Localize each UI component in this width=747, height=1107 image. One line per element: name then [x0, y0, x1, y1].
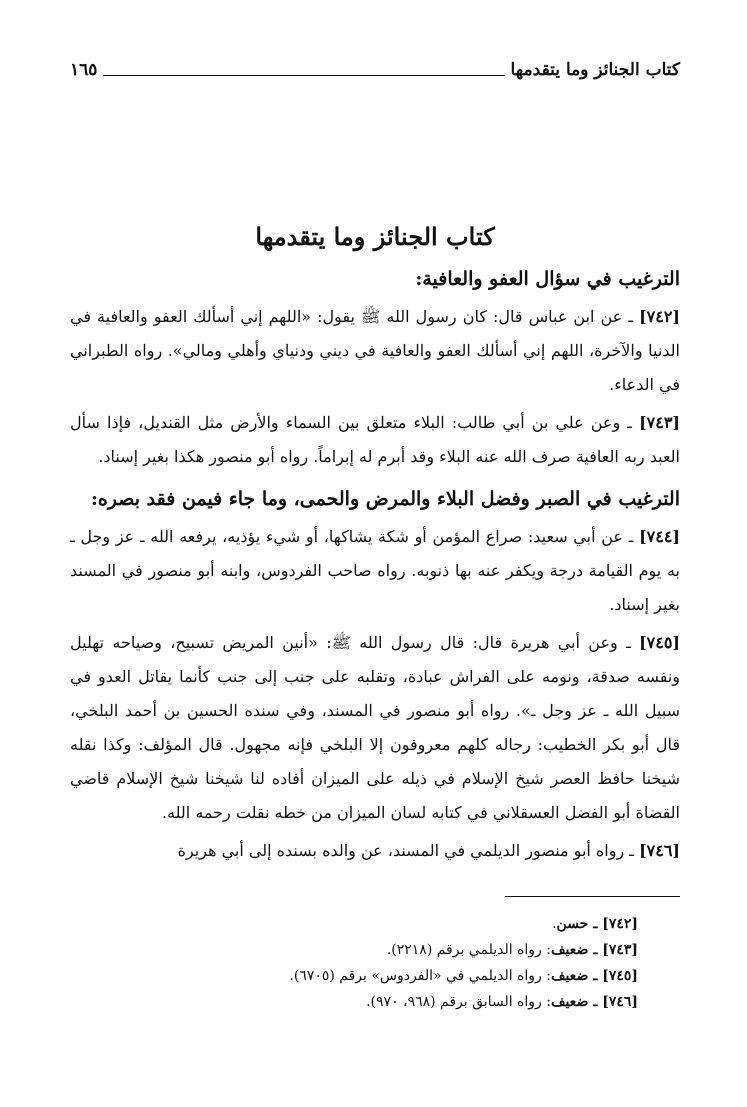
- page-number: ١٦٥: [70, 60, 98, 80]
- footnote-text: : رواه الديلمي برقم (٢٢١٨).: [386, 942, 551, 958]
- hadith-text: ـ رواه أبو منصور الديلمي في المسند، عن والده بسنده إلى أبي هريرة: [177, 841, 640, 860]
- hadith-text: ـ وعن علي بن أبي طالب: البلاء متعلق بين السماء والأرض مثل القنديل، فإذا سأل العبد ربه العافية صرف الله عنه البلاء وقد أبرم له إبراماً. رواه أبو منصور هكذا بغير إسناد.: [70, 413, 680, 466]
- hadith-paragraph: [70, 520, 680, 622]
- footnote-text: : رواه السابق برقم (٩٦٨، ٩٧٠).: [366, 994, 551, 1010]
- hadith-number: [٧٤٥]: [639, 633, 680, 652]
- hadith-text: ـ عن أبي سعيد: صراع المؤمن أو شكة يشاكها، أو شيء يؤذيه، يرفعه الله ـ عز وجل ـ به يوم القيامة درجة ويكفر عنه بها ذنوبه. رواه صاحب الفردوس، وابنه أبو منصور في المسند بغير إسناد.: [70, 527, 680, 614]
- running-title: كتاب الجنائز وما يتقدمها: [510, 60, 680, 80]
- section-title: الترغيب في سؤال العفو والعافية:: [415, 268, 680, 290]
- section-title: الترغيب في الصبر وفضل البلاء والمرض والحمى، وما جاء فيمن فقد بصره:: [90, 488, 680, 510]
- footnote-grade: ـ ضعيف: [550, 942, 603, 958]
- footnote-text: : رواه الديلمي في «الفردوس» برقم (٦٧٠٥).: [289, 968, 551, 984]
- book-page: [70, 60, 680, 1015]
- hadith-text: ـ عن ابن عباس قال: كان رسول الله ﷺ يقول: «اللهم إني أسألك العفو والعافية في الدنيا والآخرة، اللهم إني أسألك العفو والعافية في ديني ودنياي وأهلي ومالي». رواه الطبراني في الدعاء.: [70, 307, 680, 394]
- hadith-text: ـ وعن أبي هريرة قال: قال رسول الله ﷺ: «أنين المريض تسبيح، وصياحه تهليل ونفسه صدقة، ونومه على الفراش عبادة، وتقلبه على جنب إلى جنب كأنما يقاتل العدو في سبيل الله ـ عز وجل ـ». رواه أبو منصور في المسند، وفي سنده الحسين بن أحمد البلخي، قال أبو بكر الخطيب: رجاله كلهم معروفون إلا البلخي فإنه مجهول. قال المؤلف: وكذا نقله شيخنا حافظ العصر شيخ الإسلام في ذيله على الميزان أفاده لنا شيخنا شيخ الإسلام قاضي القضاة أبو الفضل العسقلاني في كتابه لسان الميزان من خطه نقلت رحمه الله.: [70, 633, 680, 822]
- running-header: [70, 60, 680, 80]
- hadith-paragraph: [70, 406, 680, 474]
- hadith-number: [٧٤٦]: [639, 841, 680, 860]
- header-rule: [103, 75, 504, 76]
- hadith-number: [٧٤٢]: [639, 307, 680, 326]
- hadith-paragraph: [70, 626, 680, 830]
- footnote-number: [٧٤٦]: [602, 994, 638, 1010]
- footnote-separator: [505, 896, 680, 897]
- footnote-grade: ـ ضعيف: [550, 968, 603, 984]
- footnote-number: [٧٤٢]: [602, 916, 638, 932]
- footnote-grade: ـ ضعيف: [550, 994, 603, 1010]
- section: [70, 484, 680, 868]
- section: [70, 264, 680, 474]
- footnote: [70, 963, 638, 989]
- footnote-number: [٧٤٣]: [602, 942, 638, 958]
- footnote-grade: ـ حسن: [556, 916, 603, 932]
- hadith-number: [٧٤٣]: [639, 413, 680, 432]
- footnote: [70, 989, 638, 1015]
- hadith-paragraph: [70, 300, 680, 402]
- hadith-paragraph: [70, 834, 680, 868]
- footnote-text: .: [552, 916, 557, 932]
- footnote: [70, 911, 638, 937]
- footnotes: [70, 911, 680, 1015]
- footnote: [70, 937, 638, 963]
- footnote-number: [٧٤٥]: [602, 968, 638, 984]
- hadith-number: [٧٤٤]: [639, 527, 680, 546]
- chapter-title: كتاب الجنائز وما يتقدمها: [255, 222, 495, 251]
